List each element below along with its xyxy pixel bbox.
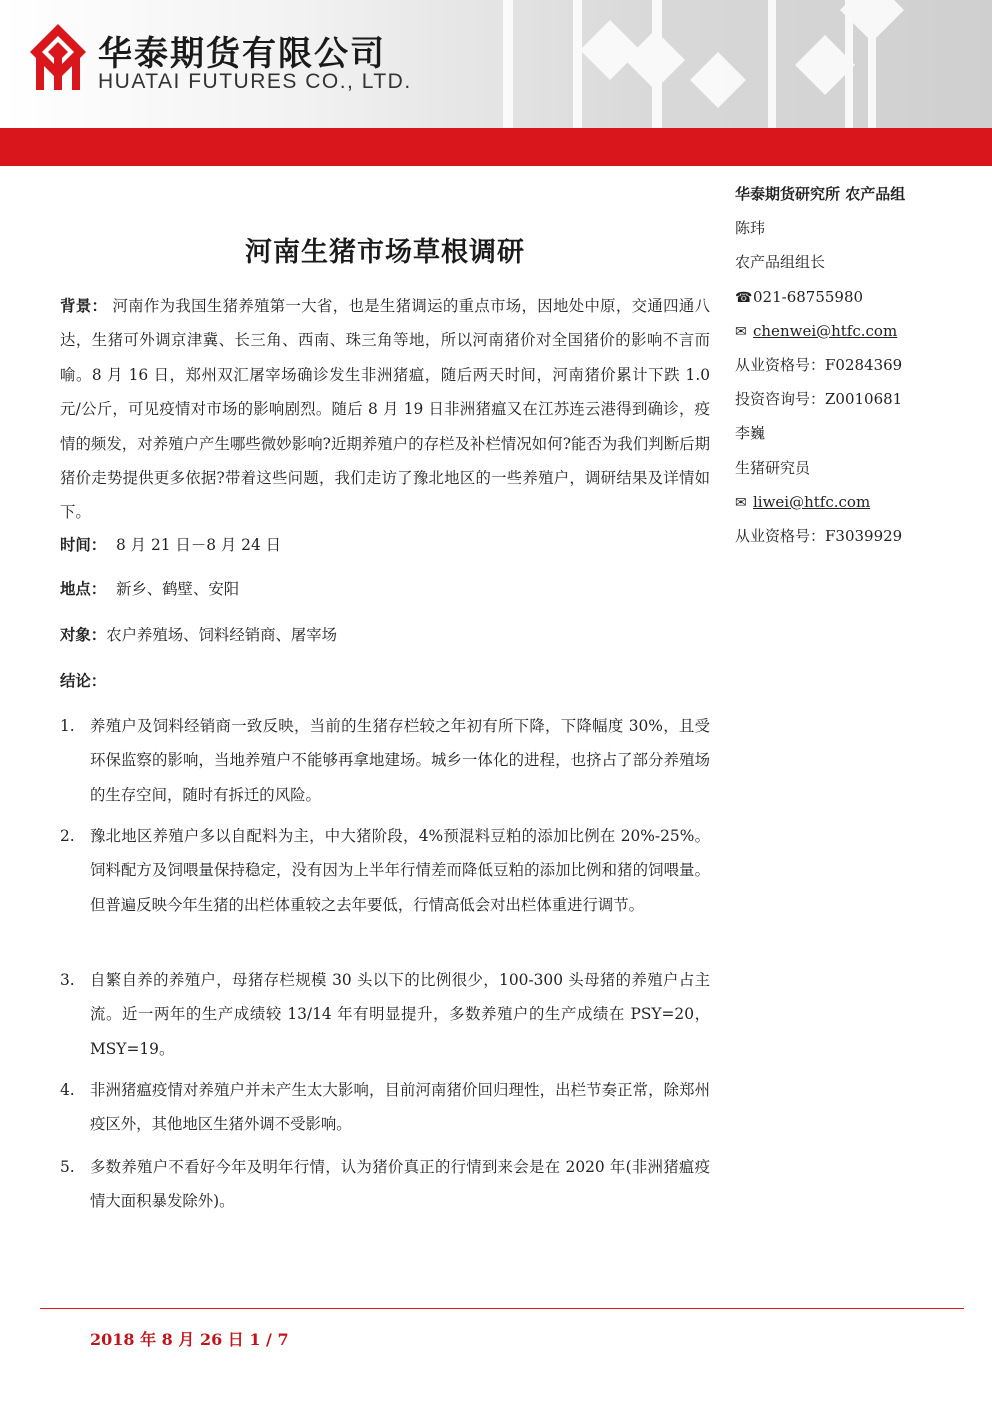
time-label: 时间： [60, 536, 107, 554]
conclusion-item [60, 1073, 710, 1142]
email-link[interactable]: liwei@htfc.com [753, 492, 871, 511]
footer-divider [40, 1308, 964, 1309]
background-paragraph [60, 289, 710, 530]
item-number: 2. [60, 827, 75, 845]
conclusion-item [60, 1150, 710, 1219]
mail-icon: ✉ [735, 494, 747, 511]
conclusion-item [60, 963, 710, 1066]
survey-place [60, 578, 710, 600]
analyst-license: 从业资格号：F3039929 [735, 526, 903, 545]
phone-number: 021-68755980 [753, 287, 864, 306]
analyst-name: 李巍 [735, 424, 766, 443]
item-text: 豫北地区养殖户多以自配料为主，中大猪阶段，4%预混料豆粕的添加比例在 20%-25%。饲料配方及饲喂量保持稳定，没有因为上半年行情差而降低豆粕的添加比例和猪的饲喂量。但普遍反映今年生猪的出栏体重较之去年要低，行情高低会对出栏体重进行调节。 [90, 827, 710, 914]
company-logo-icon [30, 24, 86, 92]
target-label: 对象： [60, 626, 107, 644]
company-name-cn: 华泰期货有限公司 [98, 34, 386, 74]
analyst-email [735, 320, 975, 354]
footer-page-info: 2018 年 8 月 26 日 1 / 7 [90, 1330, 289, 1349]
item-text: 非洲猪瘟疫情对养殖户并未产生太大影响，目前河南猪价回归理性，出栏节奏正常，除郑州疫区外，其他地区生猪外调不受影响。 [90, 1081, 710, 1134]
background-label: 背景： [60, 297, 108, 315]
institute-name: 华泰期货研究所 农产品组 [735, 185, 906, 203]
survey-time [60, 534, 710, 556]
page-header [0, 0, 992, 128]
analyst-license: 从业资格号：F0284369 [735, 355, 903, 374]
place-label: 地点： [60, 580, 107, 598]
document-title: 河南生猪市场草根调研 [245, 237, 525, 268]
item-text: 自繁自养的养殖户，母猪存栏规模 30 头以下的比例很少，100-300 头母猪的养殖户占主流。近一两年的生产成绩较 13/14 年有明显提升，多数养殖户的生产成绩在 PSY=20，MSY=19。 [90, 971, 710, 1058]
item-text: 多数养殖户不看好今年及明年行情，认为猪价真正的行情到来会是在 2020 年(非洲猪瘟疫情大面积暴发除外)。 [90, 1158, 710, 1211]
target-value: 农户养殖场、饲料经销商、屠宰场 [106, 626, 338, 644]
analyst-sidebar [735, 183, 975, 559]
place-value: 新乡、鹤壁、安阳 [115, 580, 240, 598]
analyst-phone [735, 286, 975, 320]
survey-target [60, 624, 710, 646]
conclusion-heading [60, 670, 710, 692]
email-link[interactable]: chenwei@htfc.com [753, 321, 898, 340]
item-number: 3. [60, 971, 75, 989]
time-value: 8 月 21 日－8 月 24 日 [115, 536, 282, 554]
company-name-en: HUATAI FUTURES CO., LTD. [98, 70, 412, 93]
conclusion-label: 结论： [60, 672, 107, 690]
analyst-email [735, 491, 975, 525]
conclusion-item [60, 819, 710, 922]
analyst-name: 陈玮 [735, 219, 766, 238]
report-title: 华泰期货 | 生猪专题报告 2018-08-26 [611, 268, 932, 289]
item-number: 5. [60, 1158, 75, 1176]
item-number: 1. [60, 717, 75, 735]
analyst-advisory-number: 投资咨询号：Z0010681 [735, 390, 903, 409]
phone-icon: ☎ [735, 289, 753, 306]
background-text: 河南作为我国生猪养殖第一大省，也是生猪调运的重点市场，因地处中原，交通四通八达，生猪可外调京津冀、长三角、西南、珠三角等地，所以河南猪价对全国猪价的影响不言而喻。8 月 16 日，郑州双汇屠宰场确诊发生非洲猪瘟，随后两天时间，河南猪价累计下跌 1.0 元/公斤，可见疫情对市场的影响剧烈。随后 8 月 19 日非洲猪瘟又在江苏连云港得到确诊，疫情的频发，对养殖户产生哪些微妙影响?近期养殖户的存栏及补栏情况如何?能否为我们判断后期猪价走势提供更多依据?带着这些问题，我们走访了豫北地区的一些养殖户，调研结果及详情如下。 [60, 297, 710, 522]
item-number: 4. [60, 1081, 75, 1099]
mail-icon: ✉ [735, 323, 747, 340]
item-text: 养殖户及饲料经销商一致反映，当前的生猪存栏较之年初有所下降，下降幅度 30%，且受环保监察的影响，当地养殖户不能够再拿地建场。城乡一体化的进程，也挤占了部分养殖场的生存空间，随时有拆迁的风险。 [90, 717, 710, 804]
analyst-title: 农产品组组长 [735, 253, 826, 272]
conclusion-item [60, 709, 710, 812]
analyst-title: 生猪研究员 [735, 458, 811, 477]
